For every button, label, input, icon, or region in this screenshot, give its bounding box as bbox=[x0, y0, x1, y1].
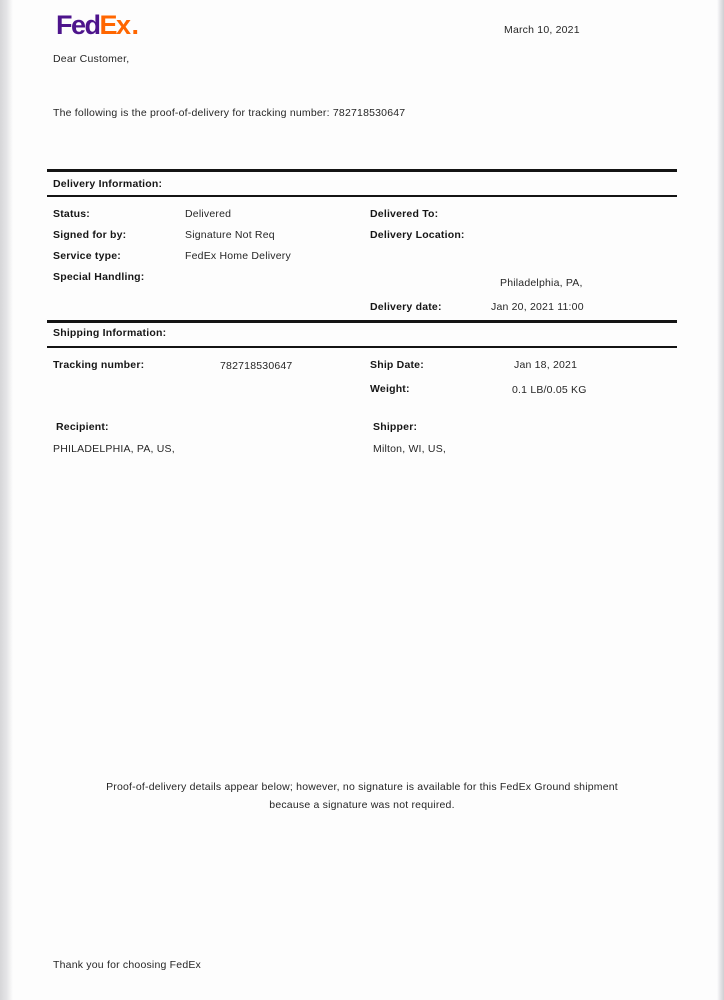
page-right-edge-shadow bbox=[717, 0, 724, 1000]
delivery-location-label: Delivery Location: bbox=[370, 229, 465, 241]
fedex-logo-ex: Ex bbox=[99, 10, 130, 40]
status-value: Delivered bbox=[185, 208, 232, 220]
divider-under-delivery-heading bbox=[47, 195, 677, 197]
ship-date-value: Jan 18, 2021 bbox=[514, 359, 578, 371]
weight-value: 0.1 LB/0.05 KG bbox=[512, 384, 587, 396]
tracking-number-value: 782718530647 bbox=[220, 360, 293, 372]
fedex-logo bbox=[56, 12, 139, 39]
signature-note-line2: because a signature was not required. bbox=[269, 799, 455, 811]
divider-under-shipping-heading bbox=[47, 346, 677, 348]
recipient-value: PHILADELPHIA, PA, US, bbox=[53, 443, 175, 455]
divider-top-shipping bbox=[47, 320, 677, 323]
closing-line: Thank you for choosing FedEx bbox=[53, 959, 202, 971]
shipper-label: Shipper: bbox=[373, 421, 418, 433]
shipper-value: Milton, WI, US, bbox=[373, 443, 447, 455]
salutation: Dear Customer, bbox=[53, 53, 130, 65]
delivery-city-value: Philadelphia, PA, bbox=[500, 277, 583, 289]
special-handling-label: Special Handling: bbox=[53, 271, 145, 283]
divider-top-delivery bbox=[47, 169, 677, 172]
signed-for-by-value: Signature Not Req bbox=[185, 229, 275, 241]
weight-label: Weight: bbox=[370, 383, 410, 395]
service-type-label: Service type: bbox=[53, 250, 121, 262]
signed-for-by-label: Signed for by: bbox=[53, 229, 127, 241]
signature-note-line1: Proof-of-delivery details appear below; however, no signature is available for this FedEx Ground shipment bbox=[106, 781, 618, 793]
page-left-edge-shadow bbox=[0, 0, 13, 1000]
service-type-value: FedEx Home Delivery bbox=[185, 250, 291, 262]
delivery-information-heading: Delivery Information: bbox=[53, 178, 163, 190]
document-date: March 10, 2021 bbox=[504, 24, 580, 36]
tracking-number-label: Tracking number: bbox=[53, 359, 145, 371]
delivery-date-label: Delivery date: bbox=[370, 301, 442, 313]
ship-date-label: Ship Date: bbox=[370, 359, 424, 371]
fedex-logo-dot: . bbox=[131, 10, 140, 40]
recipient-label: Recipient: bbox=[56, 421, 109, 433]
delivery-date-value: Jan 20, 2021 11:00 bbox=[491, 301, 584, 313]
shipping-information-heading: Shipping Information: bbox=[53, 327, 167, 339]
intro-line: The following is the proof-of-delivery for tracking number: 782718530647 bbox=[53, 107, 406, 119]
delivered-to-label: Delivered To: bbox=[370, 208, 439, 220]
fedex-logo-fed: Fed bbox=[56, 10, 100, 40]
status-label: Status: bbox=[53, 208, 90, 220]
